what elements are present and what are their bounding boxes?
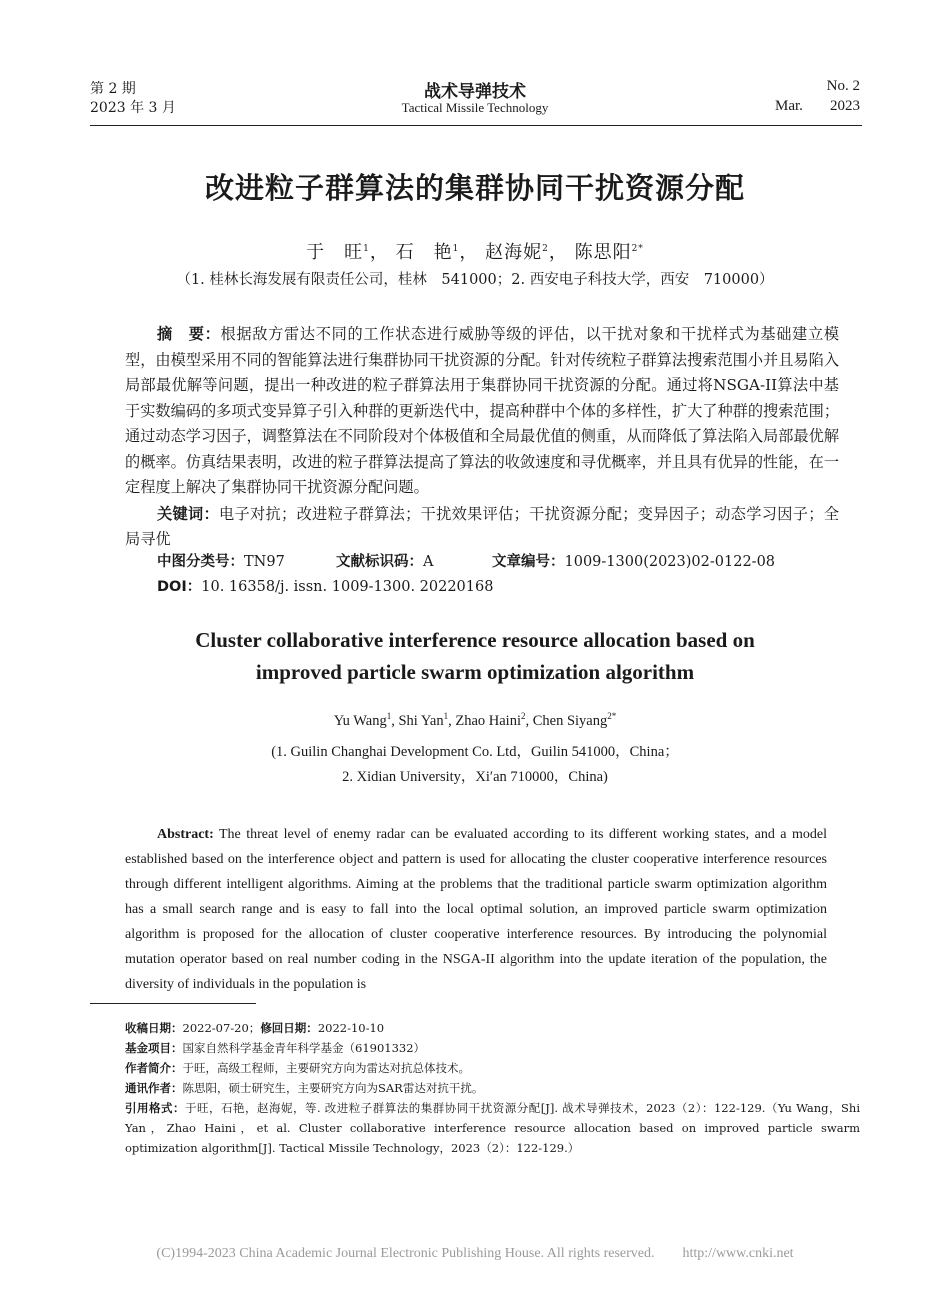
clc-label: 中图分类号： bbox=[157, 554, 244, 570]
footnote-funding: 基金项目：国家自然科学基金青年科学基金（61901332） bbox=[125, 1041, 426, 1055]
doc-code-row bbox=[336, 550, 433, 574]
doi-label: DOI： bbox=[157, 579, 202, 595]
issue-cn: 第 2 期 bbox=[90, 81, 136, 97]
doc-code-label: 文献标识码： bbox=[336, 554, 423, 570]
author-en: Shi Yan$^1$, bbox=[398, 711, 456, 729]
paper-title-en bbox=[0, 624, 950, 688]
doi-value: 10. 16358/j. issn. 1009-1300. 20220168 bbox=[201, 579, 494, 595]
author-cn: 于 旺$^1$， bbox=[306, 242, 389, 263]
article-number-row bbox=[492, 550, 775, 574]
footnote-received: 收稿日期：2022-07-20；修回日期：2022-10-10 bbox=[125, 1021, 385, 1035]
paper-title-cn: 改进粒子群算法的集群协同干扰资源分配 bbox=[204, 171, 745, 205]
abstract-cn bbox=[125, 322, 839, 553]
header-rule bbox=[90, 125, 862, 126]
abstract-en-label: Abstract: bbox=[157, 827, 214, 842]
paper-title-en-line: improved particle swarm optimization algorithm bbox=[255, 660, 695, 684]
keywords-cn bbox=[125, 502, 839, 553]
affiliation-en-line: (1. Guilin Changhai Development Co. Ltd，Guilin 541000，China； bbox=[271, 744, 679, 760]
journal-title-en: Tactical Missile Technology bbox=[401, 100, 549, 115]
doc-code-value: A bbox=[423, 554, 434, 570]
journal-title-cn: 战术导弹技术 bbox=[424, 82, 526, 102]
clc-value: TN97 bbox=[244, 554, 285, 570]
abstract-cn-label: 摘 要： bbox=[157, 325, 221, 343]
author-cn: 陈思阳$^{2*}$ bbox=[574, 242, 644, 263]
footnote-corresponding-author: 通讯作者：陈思阳，硕士研究生，主要研究方向为SAR雷达对抗干扰。 bbox=[125, 1081, 484, 1095]
authors-cn bbox=[0, 238, 950, 264]
affiliation-en-line: 2. Xidian University，Xi′an 710000，China) bbox=[342, 769, 608, 785]
footnotes bbox=[125, 1018, 860, 1158]
date-cn: 2023 年 3 月 bbox=[90, 100, 176, 116]
footnote-citation: 引用格式：于旺，石艳，赵海妮，等. 改进粒子群算法的集群协同干扰资源分配[J]. 战术导弹技术，2023（2）：122-129.（Yu Wang，Shi Yan，Zhao Haini，et al. Cluster collaborative interference resource allocation based on improved particle swarm optimization algorithm[J]. Tactical Missile Technology，2023（2）：122-129.） bbox=[125, 1101, 860, 1155]
copyright-footer: (C)1994-2023 China Academic Journal Electronic Publishing House. All rights reserved. http://www.cnki.net bbox=[156, 1246, 794, 1261]
author-en: Zhao Haini$^2$, bbox=[455, 711, 533, 729]
year-en: 2023 bbox=[830, 98, 860, 114]
issue-en: No. 2 bbox=[826, 78, 860, 94]
authors-en bbox=[0, 713, 950, 730]
footnote-rule bbox=[90, 1003, 256, 1004]
clc-row bbox=[157, 550, 285, 574]
author-cn: 石 艳$^1$， bbox=[395, 242, 479, 263]
article-number-label: 文章编号： bbox=[492, 554, 565, 570]
footnote-author-bio: 作者简介：于旺，高级工程师，主要研究方向为雷达对抗总体技术。 bbox=[125, 1061, 470, 1075]
author-en: Chen Siyang$^{2*}$ bbox=[532, 711, 617, 729]
abstract-en-text: The threat level of enemy radar can be evaluated according to its different working states, and a model established based on the interference object and pattern is used for allocating the cluster cooperative interference resources through different intelligent algorithms. Aiming at the problems that the traditional particle swarm optimization algorithm has a small search range and is easy to fall into the local optimal solution, an improved particle swarm optimization algorithm is proposed for the allocation of cluster cooperative interference resources. By introducing the polynomial mutation operator based on real number coding in the NSGA-II algorithm into the update iteration of the population, the diversity of individuals in the population is bbox=[125, 827, 827, 992]
affiliation-cn: （1. 桂林长海发展有限责任公司，桂林 541000；2. 西安电子科技大学，西安 710000） bbox=[176, 272, 774, 288]
paper-title-en-line: Cluster collaborative interference resource allocation based on bbox=[195, 628, 755, 652]
abstract-en bbox=[125, 822, 827, 997]
abstract-cn-text: 根据敌方雷达不同的工作状态进行威胁等级的评估，以干扰对象和干扰样式为基础建立模型，由模型采用不同的智能算法进行集群协同干扰资源的分配。针对传统粒子群算法搜索范围小并且易陷入局部最优解等问题，提出一种改进的粒子群算法用于集群协同干扰资源的分配。通过将NSGA-II算法中基于实数编码的多项式变异算子引入种群的更新迭代中，提高种群中个体的多样性，扩大了种群的搜索范围；通过动态学习因子，调整算法在不同阶段对个体极值和全局最优值的侧重，从而降低了算法陷入局部最优解的概率。仿真结果表明，改进的粒子群算法提高了算法的收敛速度和寻优概率，并且具有优异的性能，在一定程度上解决了集群协同干扰资源分配问题。 bbox=[125, 325, 840, 496]
doi-row bbox=[157, 575, 493, 599]
keywords-cn-text: 电子对抗；改进粒子群算法；干扰效果评估；干扰资源分配；变异因子；动态学习因子；全局寻优 bbox=[125, 504, 840, 548]
keywords-cn-label: 关键词： bbox=[157, 504, 220, 523]
author-cn: 赵海妮$^2$， bbox=[485, 242, 568, 263]
article-number-value: 1009-1300(2023)02-0122-08 bbox=[564, 554, 776, 570]
author-en: Yu Wang$^1$, bbox=[333, 711, 399, 729]
month-en: Mar. bbox=[775, 98, 803, 114]
abstract-cn-body bbox=[125, 322, 839, 501]
